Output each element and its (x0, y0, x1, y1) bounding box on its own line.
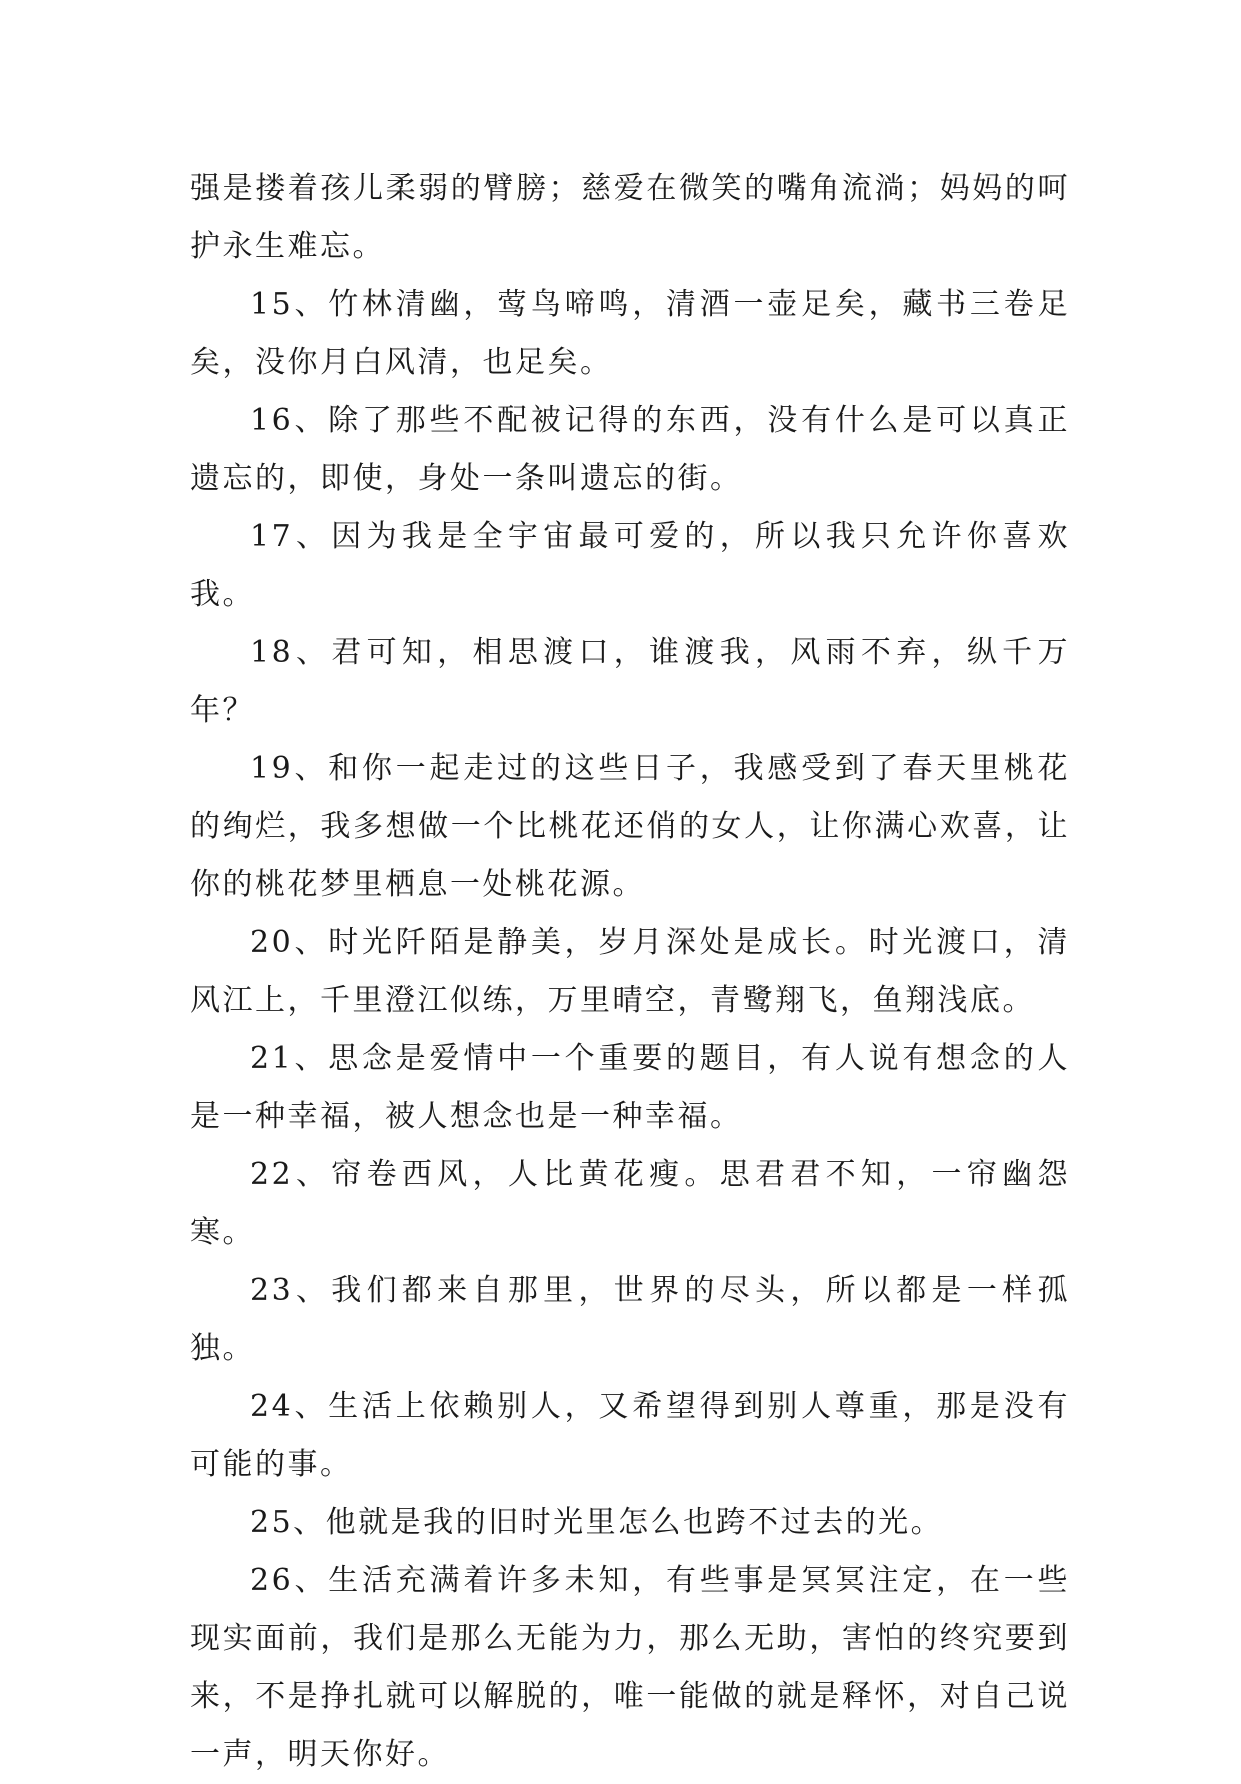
paragraph-21: 21、思念是爱情中一个重要的题目，有人说有想念的人是一种幸福，被人想念也是一种幸福。 (190, 1041, 1070, 1134)
paragraph-23: 23、我们都来自那里，世界的尽头，所以都是一样孤独。 (190, 1273, 1070, 1366)
paragraph-22: 22、帘卷西风，人比黄花瘦。思君君不知，一帘幽怨寒。 (190, 1157, 1070, 1250)
paragraph-18: 18、君可知，相思渡口，谁渡我，风雨不弃，纵千万年？ (190, 635, 1070, 728)
paragraph-24: 24、生活上依赖别人，又希望得到别人尊重，那是没有可能的事。 (190, 1389, 1070, 1482)
paragraph-26: 26、生活充满着许多未知，有些事是冥冥注定，在一些现实面前，我们是那么无能为力，那么无助，害怕的终究要到来，不是挣扎就可以解脱的，唯一能做的就是释怀，对自己说一声，明天你好。 (190, 1563, 1070, 1772)
paragraph-17: 17、因为我是全宇宙最可爱的，所以我只允许你喜欢我。 (190, 519, 1070, 612)
paragraph-15: 15、竹林清幽，莺鸟啼鸣，清酒一壶足矣，藏书三卷足矣，没你月白风清，也足矣。 (190, 287, 1070, 380)
document-body (190, 160, 1070, 1784)
paragraph-25: 25、他就是我的旧时光里怎么也跨不过去的光。 (250, 1505, 944, 1540)
paragraph-16: 16、除了那些不配被记得的东西，没有什么是可以真正遗忘的，即使，身处一条叫遗忘的街。 (190, 403, 1070, 496)
paragraph-continued: 强是搂着孩儿柔弱的臂膀；慈爱在微笑的嘴角流淌；妈妈的呵护永生难忘。 (190, 171, 1070, 264)
paragraph-19: 19、和你一起走过的这些日子，我感受到了春天里桃花的绚烂，我多想做一个比桃花还俏的女人，让你满心欢喜，让你的桃花梦里栖息一处桃花源。 (190, 751, 1070, 902)
paragraph-20: 20、时光阡陌是静美，岁月深处是成长。时光渡口，清风江上，千里澄江似练，万里晴空，青鹭翔飞，鱼翔浅底。 (190, 925, 1070, 1018)
